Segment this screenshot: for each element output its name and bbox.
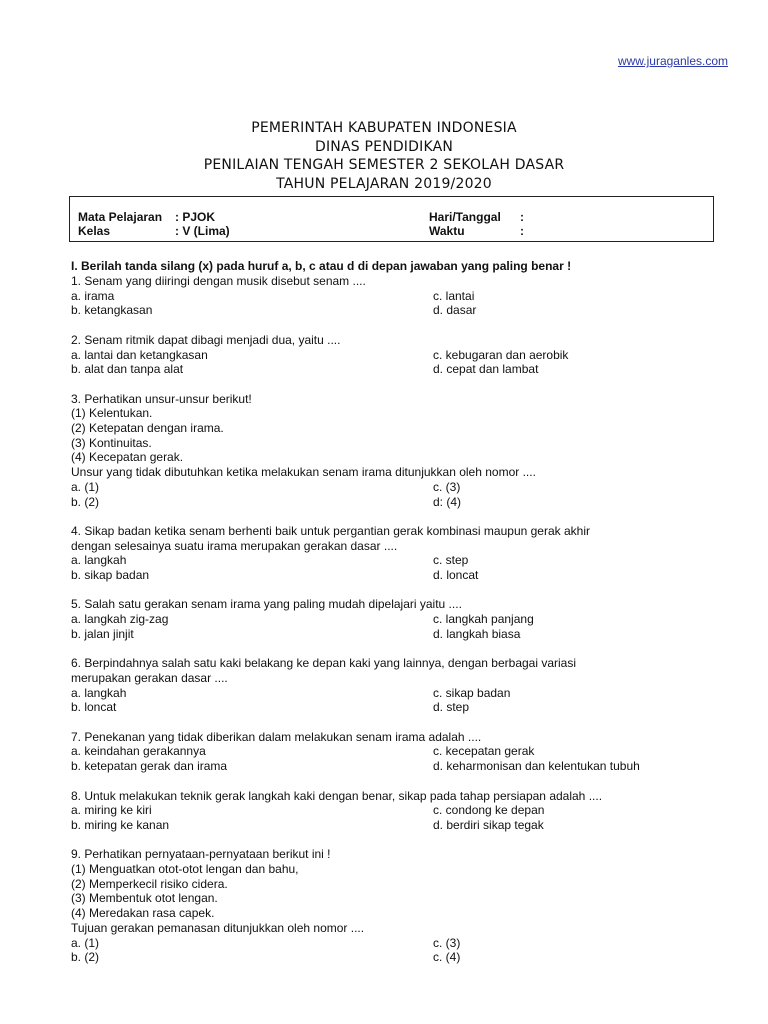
answer-options xyxy=(71,936,731,965)
option-a: a. miring ke kiri xyxy=(71,803,152,818)
option-d: d: (4) xyxy=(433,494,462,509)
question-5 xyxy=(71,597,731,641)
option-b: b. (2) xyxy=(71,494,100,509)
question-9 xyxy=(71,847,731,965)
header-academic-year: TAHUN PELAJARAN 2019/2020 xyxy=(276,175,492,192)
document-header xyxy=(0,119,768,193)
option-d: d. cepat dan lambat xyxy=(433,362,539,377)
answer-options xyxy=(71,803,731,832)
question-3 xyxy=(71,392,731,510)
option-a: a. (1) xyxy=(71,935,100,950)
option-d: d. berdiri sikap tegak xyxy=(433,817,544,832)
header-department: DINAS PENDIDIKAN xyxy=(314,138,454,155)
option-a: a. langkah xyxy=(71,685,127,700)
question-text-line: (4) Kecepatan gerak. xyxy=(71,450,184,465)
option-d: d. keharmonisan dan kelentukan tubuh xyxy=(433,759,640,774)
option-a: a. (1) xyxy=(71,479,100,494)
time-label: Waktu xyxy=(429,224,465,238)
day-date-value: : xyxy=(520,210,524,224)
option-b: b. ketangkasan xyxy=(71,303,153,318)
option-b: b. loncat xyxy=(71,700,117,715)
question-7 xyxy=(71,730,731,774)
option-b: b. jalan jinjit xyxy=(71,626,134,641)
question-text-line: (1) Kelentukan. xyxy=(71,406,153,421)
question-text-line: (2) Ketepatan dengan irama. xyxy=(71,421,224,435)
website-link[interactable]: www.juraganles.com xyxy=(617,54,728,68)
question-text-line: (4) Meredakan rasa capek. xyxy=(71,906,215,921)
answer-options xyxy=(71,348,731,377)
option-d: d. step xyxy=(433,700,470,715)
option-b: b. (2) xyxy=(71,950,100,965)
option-d: d. dasar xyxy=(433,303,477,318)
option-c: c. (3) xyxy=(433,935,461,950)
header-government: PEMERINTAH KABUPATEN INDONESIA xyxy=(251,120,517,136)
option-d: d. langkah biasa xyxy=(433,626,521,641)
question-text-line: (2) Memperkecil risiko cidera. xyxy=(71,876,228,891)
question-text-line: 3. Perhatikan unsur-unsur berikut! xyxy=(71,391,252,406)
subject-label: Mata Pelajaran xyxy=(78,210,163,224)
option-c: c. lantai xyxy=(433,288,475,303)
question-text-line: 2. Senam ritmik dapat dibagi menjadi dua, yaitu .... xyxy=(71,332,341,347)
day-date-label: Hari/Tanggal xyxy=(429,210,501,224)
question-text-line: 5. Salah satu gerakan senam irama yang paling mudah dipelajari yaitu .... xyxy=(71,597,462,612)
answer-options xyxy=(71,480,731,509)
question-list xyxy=(71,274,731,980)
option-c: c. kebugaran dan aerobik xyxy=(433,347,569,362)
option-c: c. kecepatan gerak xyxy=(433,744,535,759)
question-text-line: Tujuan gerakan pemanasan ditunjukkan oleh nomor .... xyxy=(71,920,365,935)
option-b: b. ketepatan gerak dan irama xyxy=(71,759,228,774)
option-d: d. loncat xyxy=(433,568,479,583)
exam-info-box xyxy=(69,196,714,242)
option-a: a. lantai dan ketangkasan xyxy=(71,347,208,362)
time-value: : xyxy=(520,224,524,238)
answer-options xyxy=(71,289,731,318)
question-4 xyxy=(71,524,731,583)
class-label: Kelas xyxy=(78,224,111,238)
question-text-line: Unsur yang tidak dibutuhkan ketika melakukan senam irama ditunjukkan oleh nomor .... xyxy=(71,465,536,480)
question-text-line: 9. Perhatikan pernyataan-pernyataan berikut ini ! xyxy=(71,847,331,862)
option-c: c. (3) xyxy=(433,479,461,494)
option-a: a. irama xyxy=(71,288,115,303)
question-text-line: dengan selesainya suatu irama merupakan gerakan dasar .... xyxy=(71,538,398,553)
answer-options xyxy=(71,686,731,715)
header-exam-title: PENILAIAN TENGAH SEMESTER 2 SEKOLAH DASAR xyxy=(203,157,565,173)
answer-options xyxy=(71,744,731,773)
question-text-line: merupakan gerakan dasar .... xyxy=(71,670,228,685)
question-6 xyxy=(71,656,731,715)
question-1 xyxy=(71,274,731,318)
option-a: a. langkah xyxy=(71,553,127,568)
option-c: c. step xyxy=(433,553,469,568)
option-a: a. langkah zig-zag xyxy=(71,612,169,627)
section-instruction: I. Berilah tanda silang (x) pada huruf a, b, c atau d di depan jawaban yang paling benar ! xyxy=(71,259,572,273)
subject-value: : PJOK xyxy=(175,210,216,224)
answer-options xyxy=(71,612,731,641)
question-text-line: 6. Berpindahnya salah satu kaki belakang ke depan kaki yang lainnya, dengan berbagai variasi xyxy=(71,656,577,671)
question-text-line: 8. Untuk melakukan teknik gerak langkah kaki dengan benar, sikap pada tahap persiapan adalah .... xyxy=(71,788,603,803)
question-text-line: 4. Sikap badan ketika senam berhenti baik untuk pergantian gerak kombinasi maupun gerak akhir xyxy=(71,523,590,538)
option-b: b. sikap badan xyxy=(71,568,150,583)
class-value: : V (Lima) xyxy=(175,224,230,238)
answer-options xyxy=(71,553,731,582)
option-b: b. alat dan tanpa alat xyxy=(71,362,184,377)
question-text-line: 1. Senam yang diiringi dengan musik disebut senam .... xyxy=(71,274,366,288)
question-text-line: (3) Membentuk otot lengan. xyxy=(71,891,218,906)
question-2 xyxy=(71,333,731,377)
question-text-line: (1) Menguatkan otot-otot lengan dan bahu, xyxy=(71,862,299,876)
option-d: c. (4) xyxy=(433,950,461,965)
question-8 xyxy=(71,789,731,833)
option-b: b. miring ke kanan xyxy=(71,817,170,832)
question-text-line: 7. Penekanan yang tidak diberikan dalam melakukan senam irama adalah .... xyxy=(71,729,482,744)
option-c: c. condong ke depan xyxy=(433,803,545,818)
option-c: c. sikap badan xyxy=(433,685,511,700)
option-c: c. langkah panjang xyxy=(433,612,534,627)
question-text-line: (3) Kontinuitas. xyxy=(71,435,152,450)
option-a: a. keindahan gerakannya xyxy=(71,744,206,759)
